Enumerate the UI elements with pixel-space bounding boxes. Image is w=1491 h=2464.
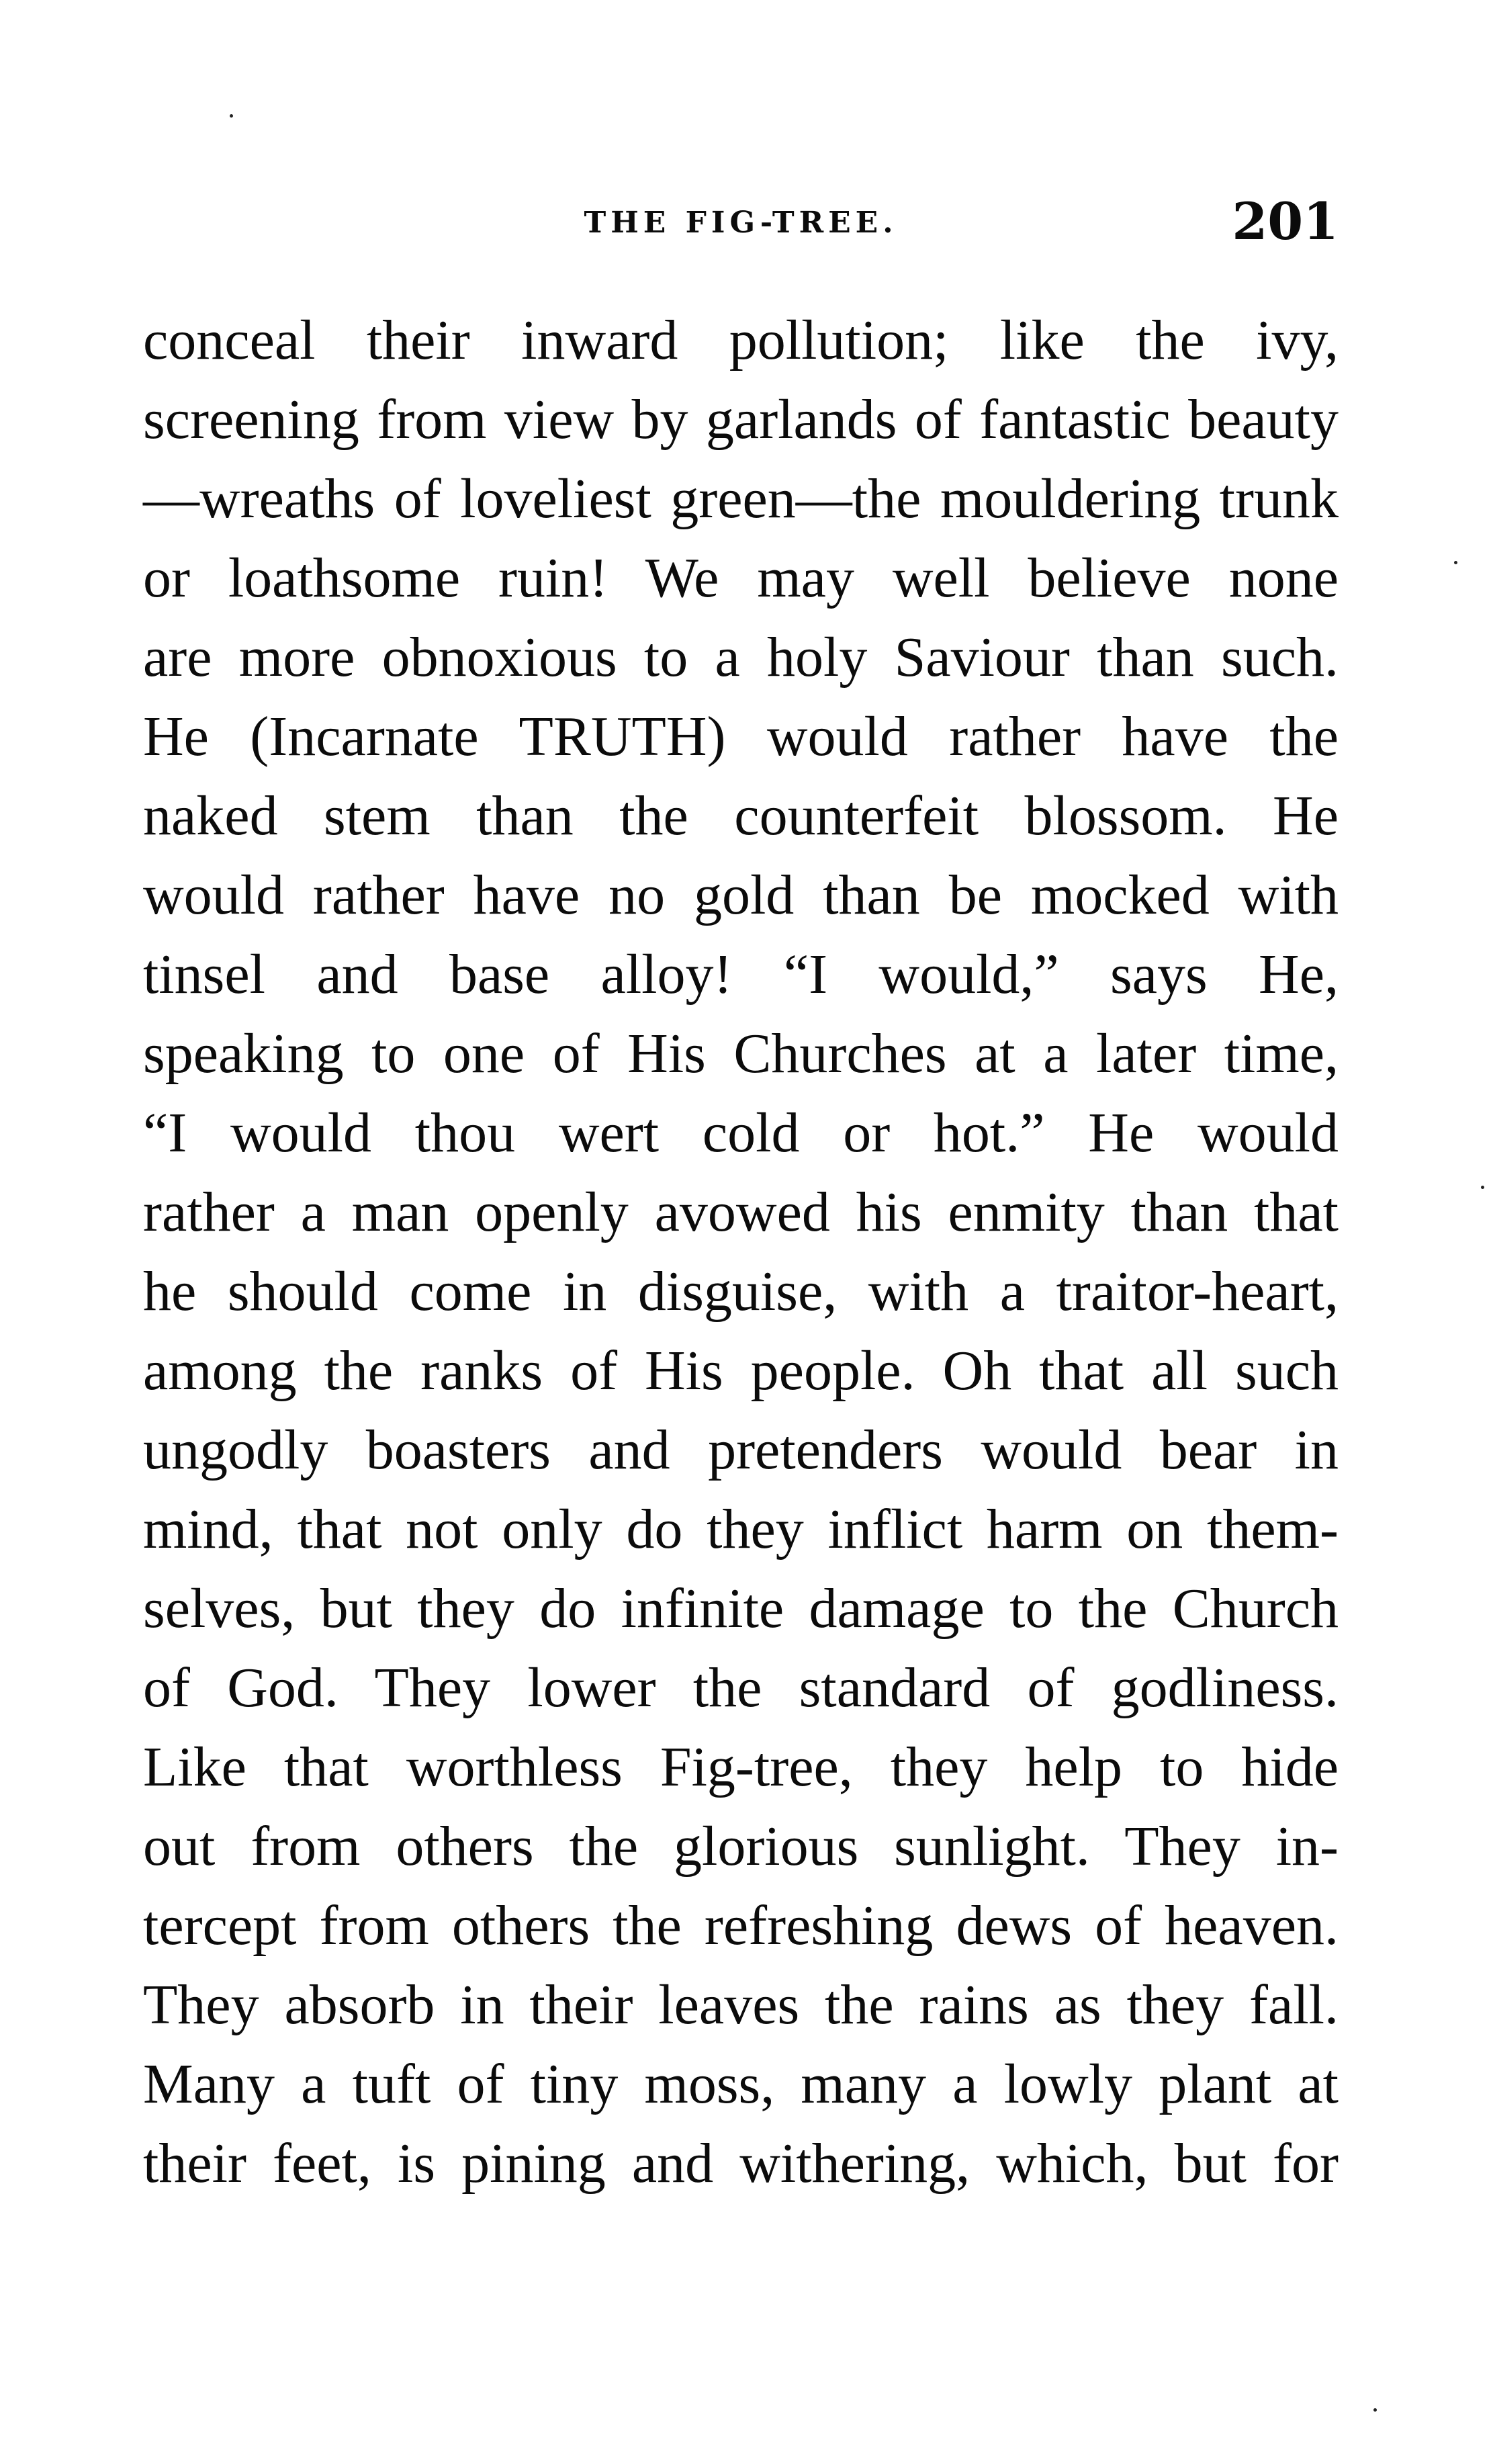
text-line: their feet, is pining and withering, which, but for <box>143 2132 1339 2195</box>
ink-speck <box>1454 561 1457 564</box>
text-line: conceal their inward pollution; like the ivy, <box>143 309 1339 371</box>
text-line: rather a man openly avowed his enmity than that <box>143 1181 1339 1243</box>
text-line: ungodly boasters and pretenders would bear in <box>143 1419 1339 1481</box>
text-line: They absorb in their leaves the rains as they fall. <box>143 1974 1339 2036</box>
ink-speck <box>1373 2408 1377 2412</box>
text-line: Like that worthless Fig-tree, they help to hide <box>143 1736 1339 1798</box>
text-line: among the ranks of His people. Oh that all such <box>143 1339 1339 1402</box>
text-line: mind, that not only do they inflict harm on them- <box>143 1498 1339 1560</box>
text-line: are more obnoxious to a holy Saviour than such. <box>143 626 1339 689</box>
running-title: THE FIG-TREE. <box>584 206 898 240</box>
text-line: of God. They lower the standard of godliness. <box>143 1657 1339 1719</box>
text-line: out from others the glorious sunlight. They in- <box>143 1815 1339 1878</box>
text-line: or loathsome ruin! We may well believe none <box>143 547 1339 609</box>
ink-speck <box>230 114 233 118</box>
text-line: selves, but they do infinite damage to the Church <box>143 1577 1339 1640</box>
body-text <box>143 301 1339 2203</box>
text-line: tinsel and base alloy! “I would,” says He, <box>143 943 1339 1006</box>
text-line: Many a tuft of tiny moss, many a lowly plant at <box>143 2053 1339 2115</box>
text-line: would rather have no gold than be mocked with <box>143 864 1339 926</box>
page-number: 201 <box>1232 191 1339 251</box>
text-line: naked stem than the counterfeit blossom. He <box>143 785 1339 847</box>
text-line: —wreaths of loveliest green—the mouldering trunk <box>143 468 1339 530</box>
text-line: screening from view by garlands of fantastic beauty <box>143 388 1339 451</box>
text-line: He (Incarnate TRUTH) would rather have the <box>143 705 1339 768</box>
text-line: “I would thou wert cold or hot.” He would <box>143 1102 1339 1164</box>
text-line: he should come in disguise, with a traitor-heart, <box>143 1260 1339 1323</box>
text-line: tercept from others the refreshing dews of heaven. <box>143 1894 1339 1957</box>
text-line: speaking to one of His Churches at a later time, <box>143 1022 1339 1085</box>
running-head <box>143 191 1339 260</box>
ink-speck <box>1481 1186 1484 1189</box>
